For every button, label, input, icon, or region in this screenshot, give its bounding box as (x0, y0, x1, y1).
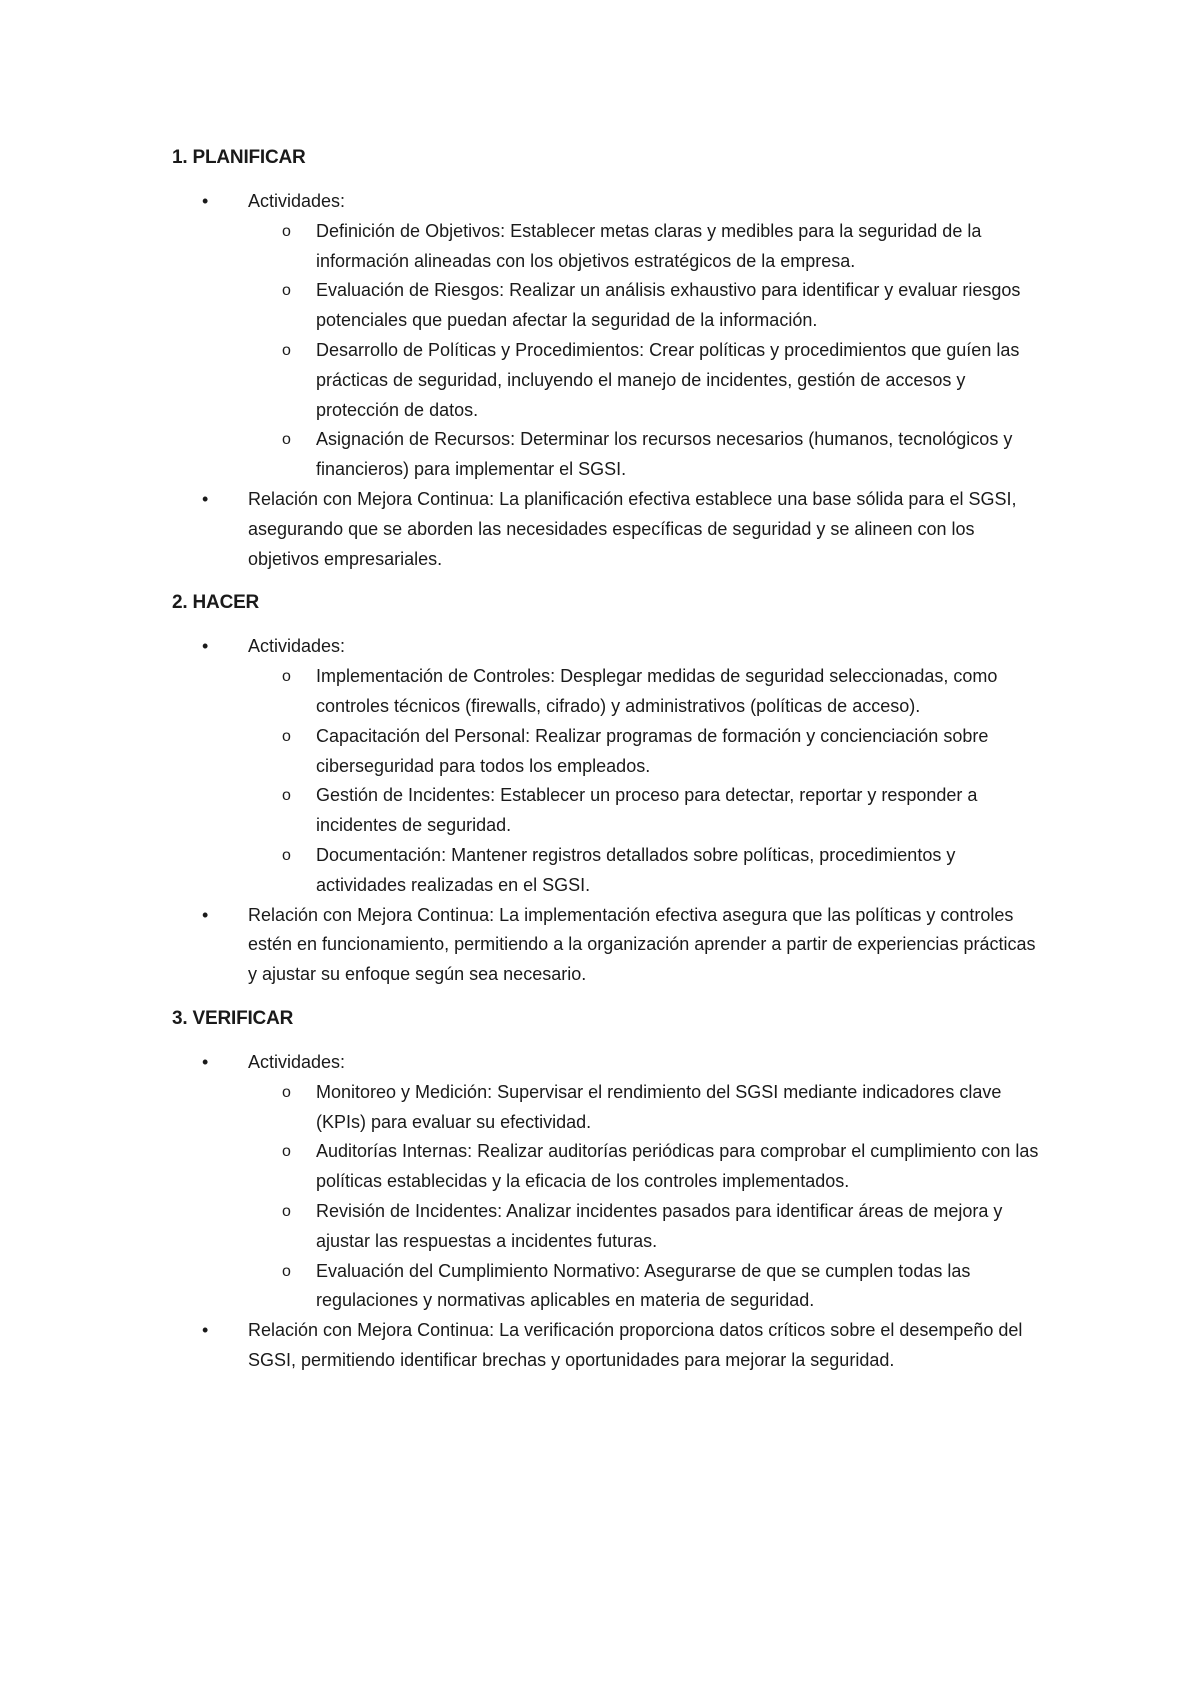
activities-label: Actividades: (248, 191, 346, 211)
activity-item: o Monitoreo y Medición: Supervisar el rendimiento del SGSI mediante indicadores clave (KPIs) para evaluar su efectividad. (282, 1078, 1040, 1138)
activity-item: o Revisión de Incidentes: Analizar incidentes pasados para identificar áreas de mejora y ajustar las respuestas a incidentes futuras. (282, 1197, 1040, 1257)
activities-item (202, 632, 1040, 900)
relation-item: • Relación con Mejora Continua: La verificación proporciona datos críticos sobre el desempeño del SGSI, permitiendo identificar brechas y oportunidades para mejorar la seguridad. (202, 1316, 1040, 1376)
section-title: 2. HACER (172, 592, 260, 614)
bullet-list (202, 632, 1040, 990)
activity-item: o Auditorías Internas: Realizar auditorías periódicas para comprobar el cumplimiento con las políticas establecidas y la eficacia de los controles implementados. (282, 1137, 1040, 1197)
activity-item: o Documentación: Mantener registros detallados sobre políticas, procedimientos y actividades realizadas en el SGSI. (282, 841, 1040, 901)
relation-item: • Relación con Mejora Continua: La planificación efectiva establece una base sólida para el SGSI, asegurando que se aborden las necesidades específicas de seguridad y se alineen con los objetivos empresariales. (202, 485, 1040, 574)
activity-item: o Implementación de Controles: Desplegar medidas de seguridad seleccionadas, como controles técnicos (firewalls, cifrado) y administrativos (políticas de acceso). (282, 662, 1040, 722)
activities-list (282, 217, 1040, 485)
activities-list (282, 1078, 1040, 1316)
activity-item: o Capacitación del Personal: Realizar programas de formación y concienciación sobre ciberseguridad para todos los empleados. (282, 722, 1040, 782)
activities-label: Actividades: (248, 636, 346, 657)
section-verificar (172, 1004, 1040, 1376)
activity-item: o Asignación de Recursos: Determinar los recursos necesarios (humanos, tecnológicos y financieros) para implementar el SGSI. (282, 425, 1040, 485)
activities-item (202, 1048, 1040, 1316)
activity-item: o Evaluación del Cumplimiento Normativo: Asegurarse de que se cumplen todas las regulaciones y normativas aplicables en materia de seguridad. (282, 1257, 1040, 1317)
relation-item: • Relación con Mejora Continua: La implementación efectiva asegura que las políticas y controles estén en funcionamiento, permitiendo a la organización aprender a partir de experiencias prácticas y ajustar su enfoque según sea necesario. (202, 901, 1040, 990)
section-hacer (172, 588, 1040, 990)
activity-item: o Definición de Objetivos: Establecer metas claras y medibles para la seguridad de la información alineadas con los objetivos estratégicos de la empresa. (282, 217, 1040, 277)
activities-item (202, 187, 1040, 485)
activity-item: o Desarrollo de Políticas y Procedimientos: Crear políticas y procedimientos que guíen las prácticas de seguridad, incluyendo el manejo de incidentes, gestión de accesos y protección de datos. (282, 336, 1040, 425)
activities-label: Actividades: (248, 1051, 346, 1072)
section-title: 3. VERIFICAR (172, 1007, 294, 1029)
bullet-list (202, 1048, 1040, 1376)
activity-item: o Gestión de Incidentes: Establecer un proceso para detectar, reportar y responder a incidentes de seguridad. (282, 781, 1040, 841)
activities-list (282, 662, 1040, 900)
section-title: 1. PLANIFICAR (172, 147, 306, 168)
bullet-list (202, 187, 1040, 574)
section-planificar (172, 143, 1040, 574)
activity-item: o Evaluación de Riesgos: Realizar un análisis exhaustivo para identificar y evaluar riesgos potenciales que puedan afectar la seguridad de la información. (282, 276, 1040, 336)
